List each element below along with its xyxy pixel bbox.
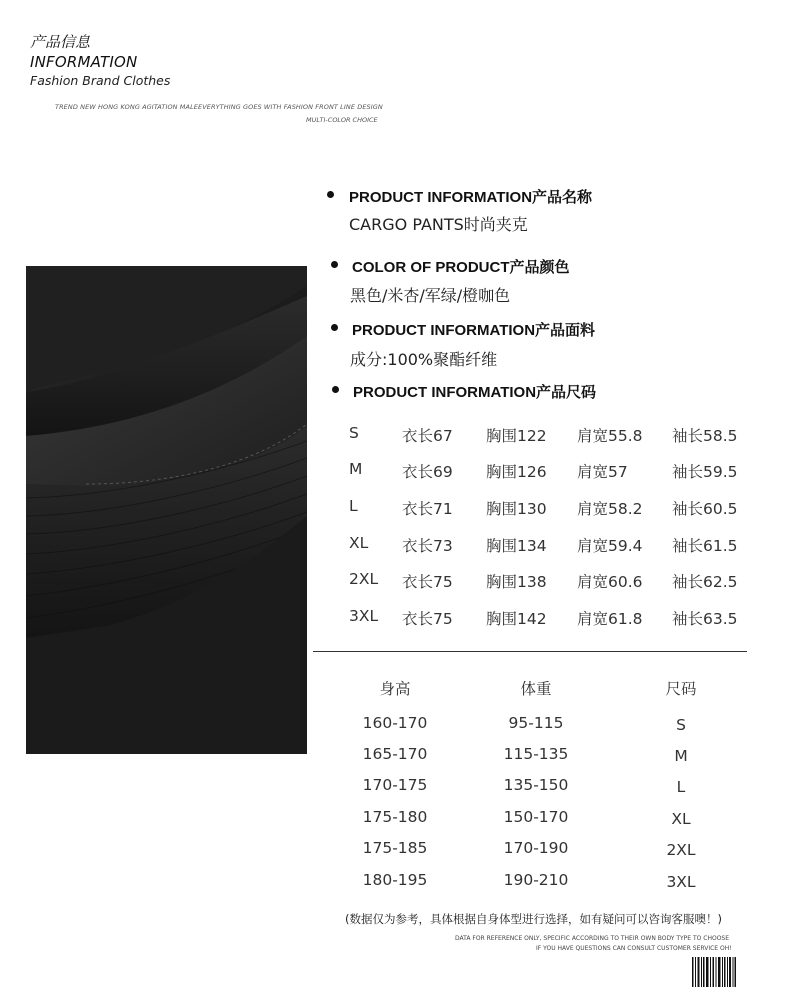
size-label: 3XL: [349, 607, 379, 625]
weight-cell: 135-150: [503, 776, 569, 794]
size-row: [349, 460, 749, 482]
product-color-title: COLOR OF PRODUCT产品颜色: [352, 259, 570, 276]
header-tagline: TREND NEW HONG KONG AGITATION MALEEVERYTHING GOES WITH FASHION FRONT LINE DESIGN: [55, 103, 383, 111]
size-row: [349, 570, 749, 592]
size-label: 2XL: [349, 570, 379, 588]
sleeve-cell: 袖长63.5: [672, 610, 738, 628]
height-cell: 160-170: [362, 714, 428, 732]
weight-header: 体重: [520, 680, 552, 698]
sleeve-cell: 袖长60.5: [672, 500, 738, 518]
header-cn-title: 产品信息: [30, 33, 91, 51]
height-cell: 165-170: [362, 745, 428, 763]
size-row: [349, 607, 749, 629]
chest-cell: 胸围130: [486, 500, 547, 518]
sleeve-cell: 袖长61.5: [672, 537, 738, 555]
recommend-row: [340, 839, 740, 861]
size-label: L: [349, 497, 358, 515]
bullet-dot-icon: [331, 324, 338, 331]
length-cell: 衣长67: [402, 427, 453, 445]
sleeve-cell: 袖长62.5: [672, 573, 738, 591]
size-cell: XL: [671, 810, 691, 828]
height-cell: 175-185: [362, 839, 428, 857]
length-cell: 衣长73: [402, 537, 453, 555]
size-row: [349, 424, 749, 446]
shoulder-cell: 肩宽55.8: [577, 427, 643, 445]
length-cell: 衣长69: [402, 463, 453, 481]
size-cell: 3XL: [666, 873, 696, 891]
header-subtitle: Fashion Brand Clothes: [30, 73, 171, 88]
size-cell: 2XL: [666, 841, 696, 859]
weight-cell: 115-135: [503, 745, 569, 763]
weight-cell: 95-115: [508, 714, 564, 732]
sleeve-cell: 袖长59.5: [672, 463, 738, 481]
height-cell: 175-180: [362, 808, 428, 826]
divider: [313, 651, 747, 652]
recommend-row: [340, 871, 740, 893]
bullet-dot-icon: [327, 191, 334, 198]
recommend-header-row: [340, 677, 740, 699]
bullet-dot-icon: [332, 386, 339, 393]
weight-cell: 190-210: [503, 871, 569, 889]
size-cell: M: [674, 747, 688, 765]
height-header: 身高: [379, 680, 411, 698]
shoulder-cell: 肩宽58.2: [577, 500, 643, 518]
product-collar-photo: [26, 266, 307, 754]
size-label: XL: [349, 534, 369, 552]
height-cell: 170-175: [362, 776, 428, 794]
product-fabric-title: PRODUCT INFORMATION产品面料: [352, 322, 596, 339]
chest-cell: 胸围138: [486, 573, 547, 591]
shoulder-cell: 肩宽59.4: [577, 537, 643, 555]
product-fabric-value: 成分:100%聚酯纤维: [350, 350, 498, 369]
weight-cell: 170-190: [503, 839, 569, 857]
size-label: S: [349, 424, 359, 442]
product-size-title: PRODUCT INFORMATION产品尺码: [353, 384, 597, 401]
sleeve-cell: 袖长58.5: [672, 427, 738, 445]
recommend-row: [340, 714, 740, 736]
length-cell: 衣长71: [402, 500, 453, 518]
recommend-row: [340, 745, 740, 767]
shoulder-cell: 肩宽60.6: [577, 573, 643, 591]
size-cell: S: [676, 716, 686, 734]
height-cell: 180-195: [362, 871, 428, 889]
shoulder-cell: 肩宽61.8: [577, 610, 643, 628]
fine-print-2: IF YOU HAVE QUESTIONS CAN CONSULT CUSTOMER SERVICE OH!: [536, 945, 732, 952]
size-header: 尺码: [665, 680, 697, 698]
length-cell: 衣长75: [402, 610, 453, 628]
product-color-value: 黑色/米杏/军绿/橙咖色: [350, 286, 511, 305]
header-tagline-2: MULTI-COLOR CHOICE: [306, 116, 378, 124]
product-name-value: CARGO PANTS时尚夹克: [349, 215, 528, 234]
weight-cell: 150-170: [503, 808, 569, 826]
chest-cell: 胸围122: [486, 427, 547, 445]
size-row: [349, 534, 749, 556]
chest-cell: 胸围134: [486, 537, 547, 555]
shoulder-cell: 肩宽57: [577, 463, 628, 481]
recommend-row: [340, 808, 740, 830]
fine-print-1: DATA FOR REFERENCE ONLY, SPECIFIC ACCORDING TO THEIR OWN BODY TYPE TO CHOOSE: [455, 935, 730, 942]
product-name-title: PRODUCT INFORMATION产品名称: [349, 189, 593, 206]
length-cell: 衣长75: [402, 573, 453, 591]
chest-cell: 胸围142: [486, 610, 547, 628]
size-row: [349, 497, 749, 519]
reference-note: (数据仅为参考，具体根据自身体型进行选择，如有疑问可以咨询客服噢！): [345, 912, 722, 926]
chest-cell: 胸围126: [486, 463, 547, 481]
header-en-title: INFORMATION: [30, 53, 138, 71]
recommend-row: [340, 776, 740, 798]
size-label: M: [349, 460, 363, 478]
bullet-dot-icon: [331, 261, 338, 268]
size-cell: L: [676, 778, 686, 796]
barcode-icon: [692, 957, 736, 987]
